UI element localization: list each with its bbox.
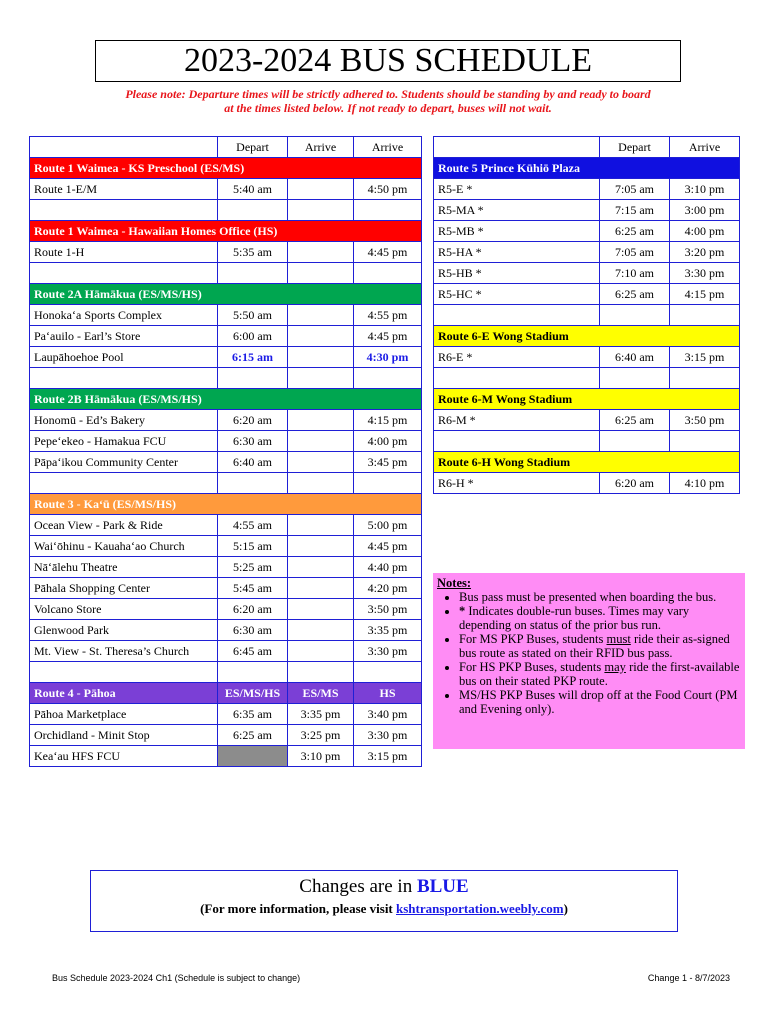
route-header-row [30, 221, 422, 242]
note-emphasis: must [606, 632, 631, 646]
footer-right: Change 1 - 8/7/2023 [647, 973, 730, 983]
table-row [30, 242, 422, 263]
stop-name: Kea‘au HFS FCU [30, 746, 218, 767]
stop-name: Laupāhoehoe Pool [30, 347, 218, 368]
route-header-row [30, 284, 422, 305]
table-row [30, 452, 422, 473]
header-cell [30, 137, 218, 158]
arrive-time: 4:00 pm [670, 221, 740, 242]
arrive-time [288, 620, 354, 641]
stop-name: Honoka‘a Sports Complex [30, 305, 218, 326]
blank-row [434, 431, 740, 452]
table-header-row [30, 137, 422, 158]
header-cell: Arrive [354, 137, 422, 158]
depart-time: 6:20 am [600, 473, 670, 494]
changes-prefix: Changes are in [299, 876, 417, 897]
table-row [30, 515, 422, 536]
arrive-time: 4:10 pm [670, 473, 740, 494]
depart-time: 6:25 am [600, 221, 670, 242]
route-title: Route 6-E Wong Stadium [434, 326, 740, 347]
stop-name: Mt. View - St. Theresa’s Church [30, 641, 218, 662]
note-item [459, 660, 741, 688]
table-row [30, 410, 422, 431]
note-item [459, 604, 741, 632]
note-text: For HS PKP Buses, students [459, 660, 605, 674]
notes-box [433, 573, 745, 749]
blank-row [30, 200, 422, 221]
blank-row [434, 368, 740, 389]
depart-time: 5:45 am [218, 578, 288, 599]
info-suffix: ) [563, 901, 568, 916]
route-title: Route 6-H Wong Stadium [434, 452, 740, 473]
arrive-time: 3:35 pm [354, 620, 422, 641]
depart-time: 6:20 am [218, 410, 288, 431]
table-row [30, 746, 422, 767]
depart-time-empty [218, 746, 288, 767]
arrive-time [288, 326, 354, 347]
table-row [434, 473, 740, 494]
arrive-time: 4:30 pm [354, 347, 422, 368]
note-text: Indicates double-run buses. Times may vary depending on status of the prior bus run. [459, 604, 690, 632]
changes-box [90, 870, 678, 932]
route-title: Route 1 Waimea - KS Preschool (ES/MS) [30, 158, 422, 179]
blank-row [434, 305, 740, 326]
arrive-time: 3:15 pm [670, 347, 740, 368]
route-title: Route 2A Hāmākua (ES/MS/HS) [30, 284, 422, 305]
depart-time: 6:35 am [218, 704, 288, 725]
table-row [434, 179, 740, 200]
arrive-time: 3:10 pm [288, 746, 354, 767]
blank-row [30, 662, 422, 683]
left-schedule-table [29, 136, 422, 767]
depart-time: 6:00 am [218, 326, 288, 347]
table-row [30, 305, 422, 326]
stop-name: R6-E * [434, 347, 600, 368]
header-cell: Arrive [670, 137, 740, 158]
changes-color-word: BLUE [416, 876, 469, 897]
table-row [434, 410, 740, 431]
route-header-row [434, 326, 740, 347]
arrive-time: 4:40 pm [354, 557, 422, 578]
header-cell: Arrive [288, 137, 354, 158]
stop-name: Pāhoa Marketplace [30, 704, 218, 725]
header-cell: Depart [600, 137, 670, 158]
table-row [30, 578, 422, 599]
arrive-time: 4:45 pm [354, 536, 422, 557]
route-header-row [30, 494, 422, 515]
table-row [30, 620, 422, 641]
arrive-time: 3:45 pm [354, 452, 422, 473]
arrive-time: 4:15 pm [354, 410, 422, 431]
depart-time: 6:30 am [218, 431, 288, 452]
arrive-time: 5:00 pm [354, 515, 422, 536]
stop-name: R5-HA * [434, 242, 600, 263]
notes-list [437, 590, 741, 716]
arrive-time: 3:15 pm [354, 746, 422, 767]
table-row [30, 431, 422, 452]
route-header-row [434, 158, 740, 179]
stop-name: Route 1-E/M [30, 179, 218, 200]
route-title: Route 5 Prince Kūhiō Plaza [434, 158, 740, 179]
note-text: ride their as-signed bus route as stated on their RFID bus pass. [459, 632, 730, 660]
note-item [459, 590, 741, 604]
arrive-time: 3:50 pm [670, 410, 740, 431]
depart-time: 5:35 am [218, 242, 288, 263]
stop-name: R5-E * [434, 179, 600, 200]
stop-name: Ocean View - Park & Ride [30, 515, 218, 536]
route4-col-esms: ES/MS [288, 683, 354, 704]
depart-time: 6:20 am [218, 599, 288, 620]
route4-col-esmshs: ES/MS/HS [218, 683, 288, 704]
stop-name: Honomū - Ed’s Bakery [30, 410, 218, 431]
table-row [30, 725, 422, 746]
arrive-time: 3:30 pm [354, 641, 422, 662]
arrive-time: 4:55 pm [354, 305, 422, 326]
depart-time: 6:25 am [600, 284, 670, 305]
depart-time: 5:15 am [218, 536, 288, 557]
route-header-row [434, 389, 740, 410]
stop-name: R6-M * [434, 410, 600, 431]
depart-time: 6:45 am [218, 641, 288, 662]
note-text: Bus pass must be presented when boarding the bus. [459, 590, 717, 604]
arrive-time: 3:40 pm [354, 704, 422, 725]
table-row [434, 242, 740, 263]
arrive-time [288, 242, 354, 263]
note-emphasis: may [604, 660, 626, 674]
arrive-time [288, 515, 354, 536]
depart-time: 4:55 am [218, 515, 288, 536]
note-item [459, 632, 741, 660]
table-row [30, 347, 422, 368]
table-row [30, 599, 422, 620]
route-header-row [30, 158, 422, 179]
info-line [91, 901, 677, 917]
header-cell [434, 137, 600, 158]
stop-name: Pepe‘ekeo - Hamakua FCU [30, 431, 218, 452]
arrive-time: 3:20 pm [670, 242, 740, 263]
arrive-time: 4:45 pm [354, 326, 422, 347]
arrive-time [288, 347, 354, 368]
changes-line [91, 876, 677, 898]
arrive-time [288, 599, 354, 620]
notice-line-2: at the times listed below. If not ready to depart, buses will not wait. [224, 101, 552, 115]
arrive-time: 3:30 pm [354, 725, 422, 746]
page-title: 2023-2024 BUS SCHEDULE [95, 40, 681, 82]
header-cell: Depart [218, 137, 288, 158]
depart-time: 5:50 am [218, 305, 288, 326]
stop-name: R5-HB * [434, 263, 600, 284]
note-text: ride the first-available bus on their stated PKP route. [459, 660, 740, 688]
route-title: Route 2B Hāmākua (ES/MS/HS) [30, 389, 422, 410]
route-header-row [30, 389, 422, 410]
table-row [30, 641, 422, 662]
arrive-time [288, 452, 354, 473]
arrive-time: 4:15 pm [670, 284, 740, 305]
table-row [30, 326, 422, 347]
table-row [434, 200, 740, 221]
depart-time: 7:05 am [600, 179, 670, 200]
depart-time: 6:25 am [218, 725, 288, 746]
info-prefix: (For more information, please visit [200, 901, 397, 916]
depart-time: 6:25 am [600, 410, 670, 431]
arrive-time [288, 578, 354, 599]
arrive-time: 4:50 pm [354, 179, 422, 200]
route-title: Route 3 - Ka‘ū (ES/MS/HS) [30, 494, 422, 515]
blank-row [30, 368, 422, 389]
stop-name: R5-MA * [434, 200, 600, 221]
notes-title: Notes: [437, 576, 472, 590]
route-title: Route 1 Waimea - Hawaiian Homes Office (HS) [30, 221, 422, 242]
stop-name: R5-MB * [434, 221, 600, 242]
website-link[interactable]: kshtransportation.weebly.com [396, 901, 564, 916]
arrive-time [288, 536, 354, 557]
stop-name: Volcano Store [30, 599, 218, 620]
stop-name: Pa‘auilo - Earl’s Store [30, 326, 218, 347]
arrive-time: 3:00 pm [670, 200, 740, 221]
arrive-time [288, 305, 354, 326]
arrive-time: 4:00 pm [354, 431, 422, 452]
blank-row [30, 263, 422, 284]
stop-name: Nā‘ālehu Theatre [30, 557, 218, 578]
route-title: Route 4 - Pāhoa [30, 683, 218, 704]
depart-time: 6:40 am [218, 452, 288, 473]
table-row [30, 179, 422, 200]
stop-name: Pāhala Shopping Center [30, 578, 218, 599]
route-title: Route 6-M Wong Stadium [434, 389, 740, 410]
arrive-time: 4:20 pm [354, 578, 422, 599]
notice-line-1: Please note: Departure times will be strictly adhered to. Students should be standing by and ready to board [125, 87, 651, 101]
stop-name: Wai‘ōhinu - Kauaha‘ao Church [30, 536, 218, 557]
stop-name: Glenwood Park [30, 620, 218, 641]
table-row [30, 557, 422, 578]
depart-time: 7:10 am [600, 263, 670, 284]
arrive-time: 3:50 pm [354, 599, 422, 620]
arrive-time: 3:35 pm [288, 704, 354, 725]
depart-time: 7:05 am [600, 242, 670, 263]
note-text: For MS PKP Buses, students [459, 632, 607, 646]
route-header-row [434, 452, 740, 473]
arrive-time: 3:30 pm [670, 263, 740, 284]
stop-name: Pāpa‘ikou Community Center [30, 452, 218, 473]
depart-time: 5:25 am [218, 557, 288, 578]
note-text: MS/HS PKP Buses will drop off at the Food Court (PM and Evening only). [459, 688, 738, 716]
depart-time: 6:30 am [218, 620, 288, 641]
arrive-time [288, 431, 354, 452]
arrive-time: 4:45 pm [354, 242, 422, 263]
table-row [30, 536, 422, 557]
note-item [459, 688, 741, 716]
stop-name: Route 1-H [30, 242, 218, 263]
arrive-time [288, 557, 354, 578]
depart-time: 6:40 am [600, 347, 670, 368]
arrive-time [288, 179, 354, 200]
footer-left: Bus Schedule 2023-2024 Ch1 (Schedule is subject to change) [52, 973, 301, 983]
depart-time: 6:15 am [218, 347, 288, 368]
arrive-time: 3:10 pm [670, 179, 740, 200]
table-row [434, 284, 740, 305]
table-row [434, 347, 740, 368]
blank-row [30, 473, 422, 494]
table-row [434, 263, 740, 284]
depart-time: 5:40 am [218, 179, 288, 200]
table-row [30, 704, 422, 725]
arrive-time [288, 641, 354, 662]
table-header-row [434, 137, 740, 158]
route-header-row [30, 683, 422, 704]
stop-name: R6-H * [434, 473, 600, 494]
arrive-time: 3:25 pm [288, 725, 354, 746]
stop-name: R5-HC * [434, 284, 600, 305]
table-row [434, 221, 740, 242]
note-star: * [459, 604, 466, 618]
right-schedule-table [433, 136, 740, 494]
stop-name: Orchidland - Minit Stop [30, 725, 218, 746]
route4-col-hs: HS [354, 683, 422, 704]
arrive-time [288, 410, 354, 431]
depart-time: 7:15 am [600, 200, 670, 221]
